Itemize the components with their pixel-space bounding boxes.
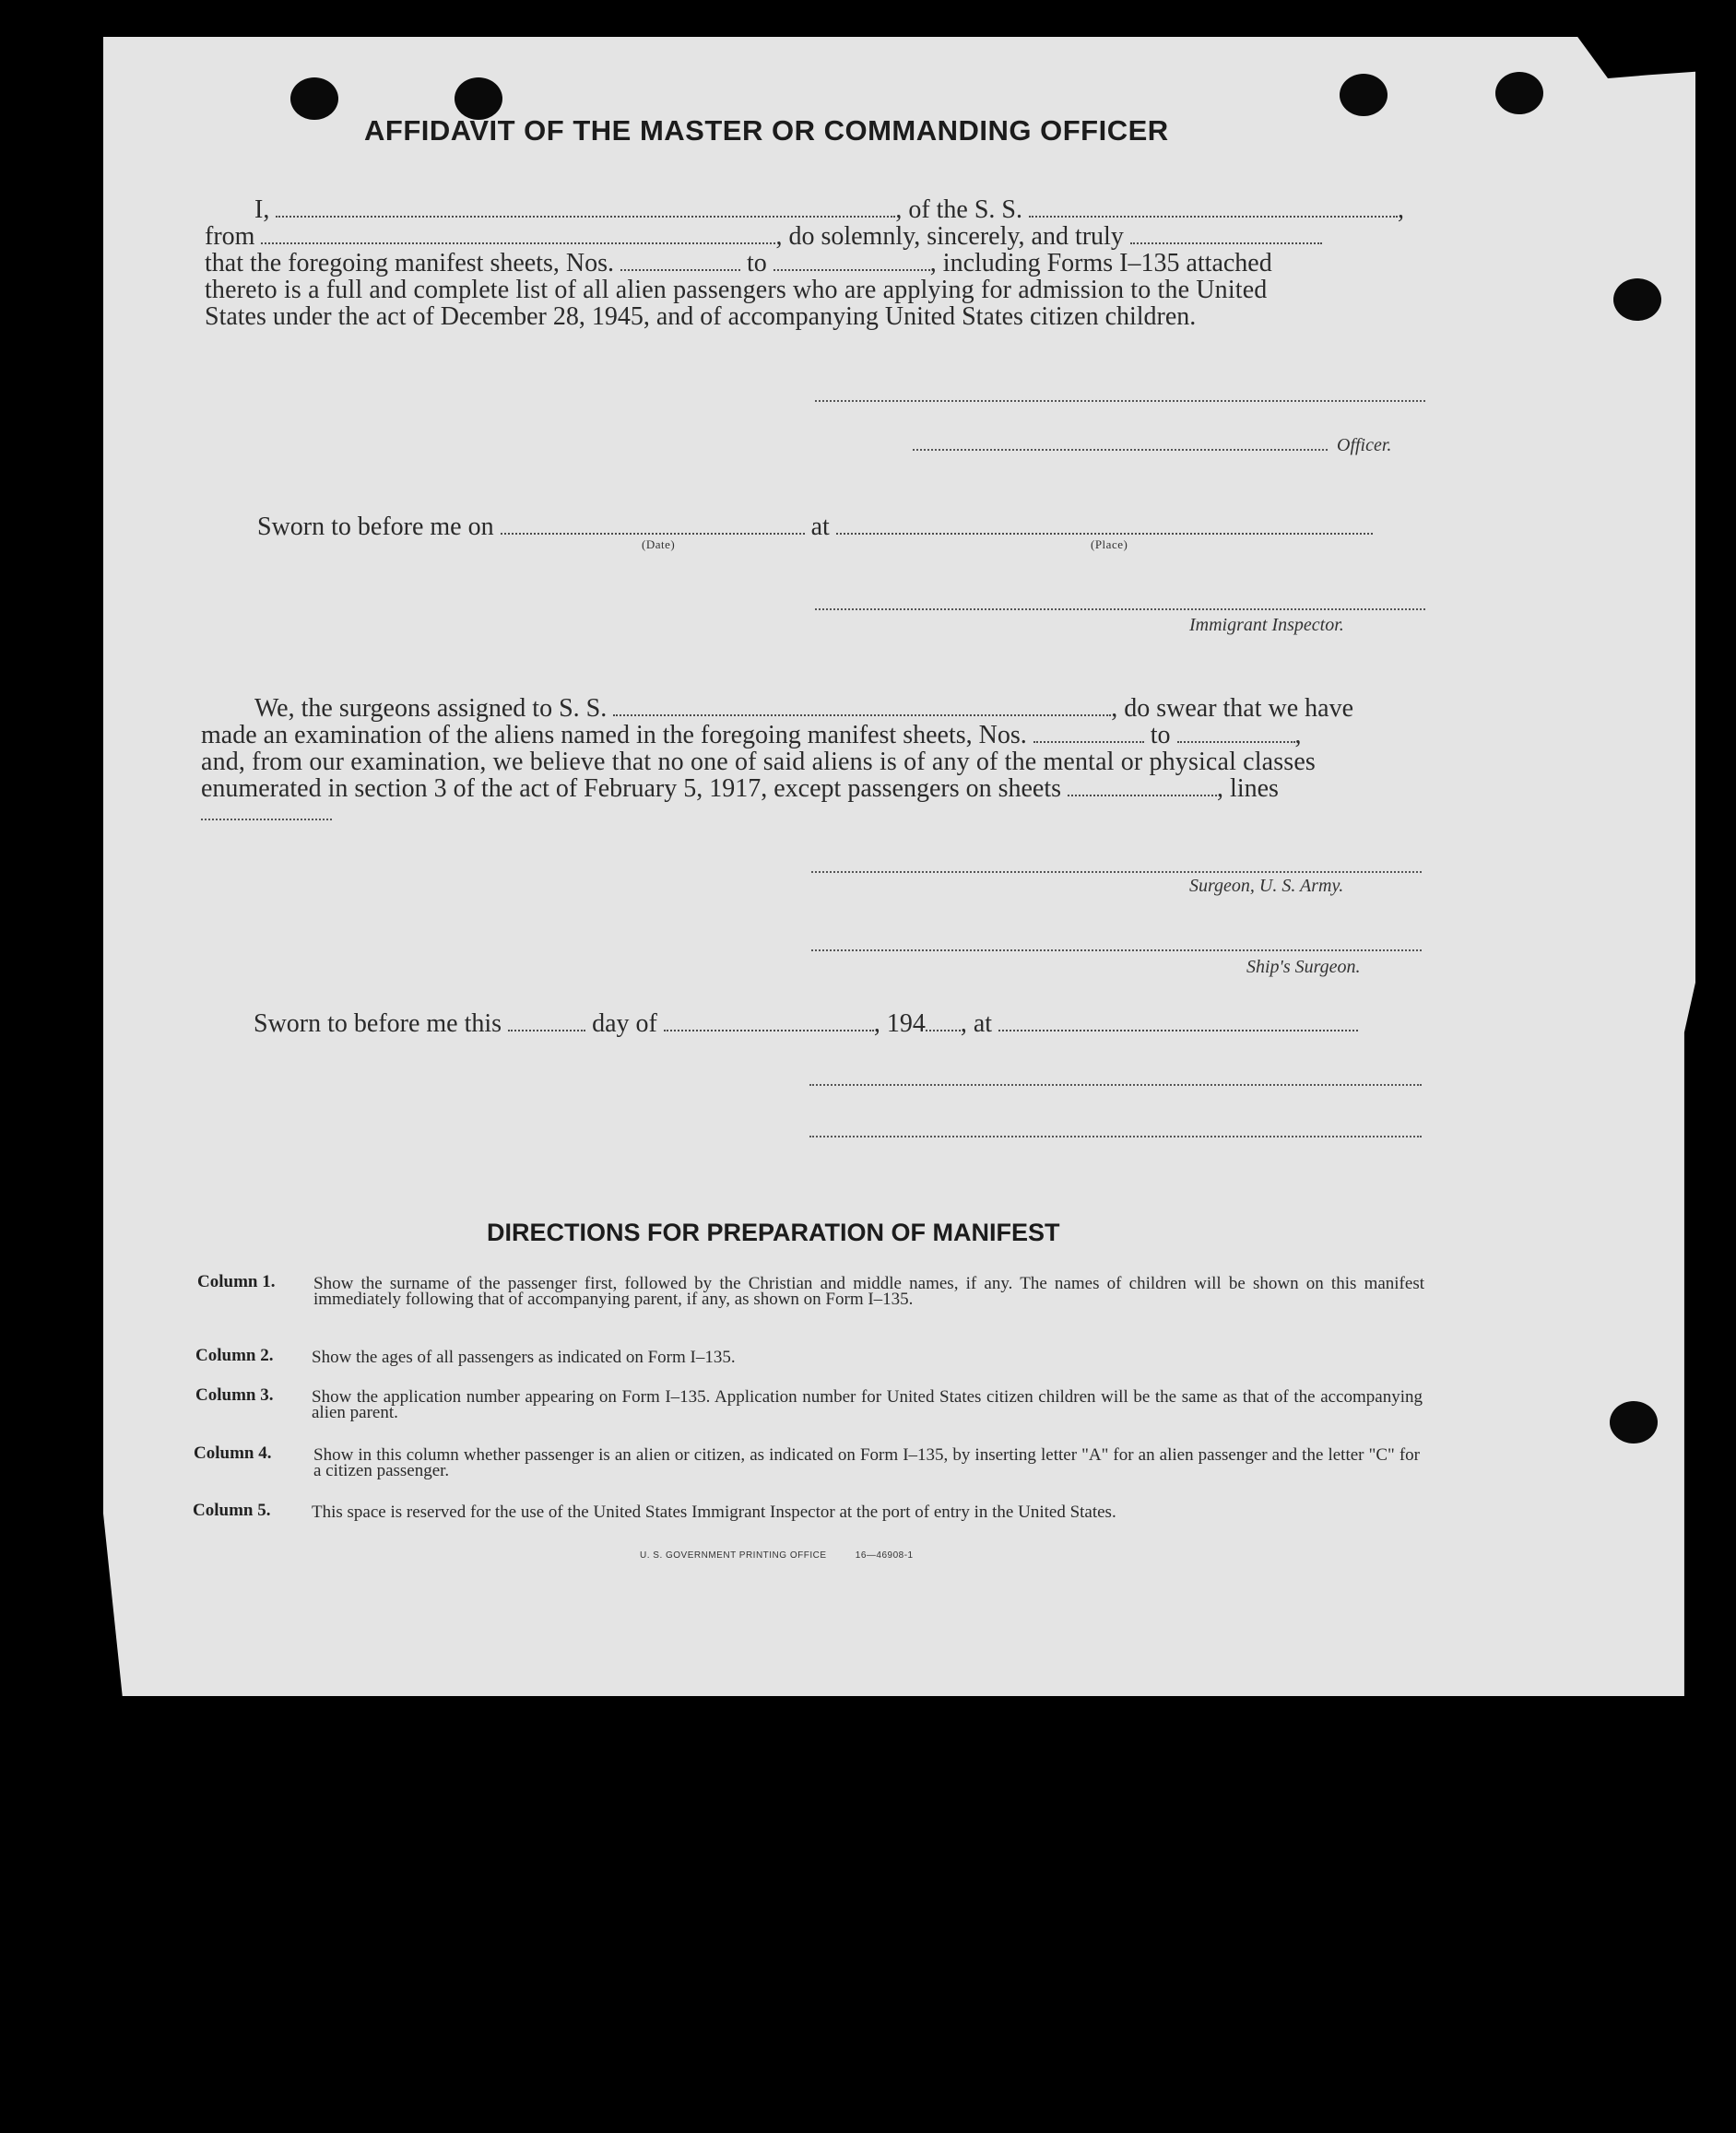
- text-surgeons-assigned: We, the surgeons assigned to S. S.: [254, 694, 608, 723]
- surgeons-line-1: [201, 693, 1354, 723]
- direction-label: Column 1.: [197, 1272, 276, 1291]
- text-made-examination: made an examination of the aliens named in the foregoing manifest sheets, Nos.: [201, 721, 1027, 749]
- printer-name: U. S. GOVERNMENT PRINTING OFFICE: [640, 1550, 827, 1561]
- affidavit-line-1: [205, 194, 1405, 224]
- affidavit-line-2: [205, 221, 1322, 251]
- inspector-signature-line-3[interactable]: [809, 1136, 1422, 1137]
- place-caption: (Place): [1091, 537, 1128, 551]
- surgeon-ship-field[interactable]: [613, 713, 1111, 716]
- surgeons-line-2: [201, 720, 1302, 749]
- affidavit-line-5: [205, 301, 1196, 303]
- text-comma: ,: [1398, 195, 1405, 224]
- text-from: from: [205, 222, 255, 251]
- exam-sheet-from-field[interactable]: [1033, 740, 1144, 743]
- sworn-place-field[interactable]: [836, 532, 1373, 535]
- exam-sheet-to-field[interactable]: [1177, 740, 1295, 743]
- printer-imprint: [640, 1550, 914, 1561]
- punch-hole: [290, 77, 338, 120]
- text-that-foregoing: that the foregoing manifest sheets, Nos.: [205, 249, 615, 277]
- officer-signature-line[interactable]: [913, 449, 1328, 451]
- form-code: 16—46908-1: [855, 1550, 914, 1561]
- text-enumerated: enumerated in section 3 of the act of February 5, 1917, except passengers on sheets: [201, 774, 1062, 803]
- direction-label: Column 5.: [193, 1501, 271, 1520]
- sworn-month-field[interactable]: [664, 1029, 874, 1031]
- text-i: I,: [254, 195, 270, 224]
- text-do-swear: , do swear that we have: [1111, 694, 1354, 723]
- direction-text: Show the application number appearing on Form I–135. Application number for United States citizen children will be the same as that of the accompanying alien parent.: [312, 1387, 1423, 1422]
- sworn-place-field-2[interactable]: [998, 1029, 1358, 1031]
- signature-line[interactable]: [815, 400, 1425, 402]
- inspector-signature-line[interactable]: [815, 608, 1425, 610]
- punch-hole: [1495, 72, 1543, 114]
- text-of-ss: , of the S. S.: [895, 195, 1023, 224]
- direction-text: Show in this column whether passenger is an alien or citizen, as indicated on Form I–135, by inserting letter "A" for an alien passenger and the letter "C" for a citizen passenger.: [313, 1445, 1420, 1480]
- text-year: , 194: [873, 1009, 926, 1038]
- directions-title: DIRECTIONS FOR PREPARATION OF MANIFEST: [487, 1219, 1060, 1246]
- affidavit-line-4: [205, 275, 1267, 277]
- sworn-date-field[interactable]: [501, 532, 805, 535]
- text-sworn-on: Sworn to before me on: [257, 513, 494, 541]
- direction-label: Column 3.: [195, 1385, 274, 1405]
- punch-hole: [1340, 74, 1388, 116]
- sworn-line-2: [254, 1008, 1358, 1038]
- sworn-day-field[interactable]: [508, 1029, 585, 1031]
- inspector-signature-line-2[interactable]: [809, 1084, 1422, 1086]
- ship-name-field[interactable]: [1029, 215, 1398, 218]
- master-name-field[interactable]: [276, 215, 895, 218]
- sworn-line-1: [257, 512, 1373, 541]
- text-to: to: [747, 249, 767, 277]
- affidavit-title: AFFIDAVIT OF THE MASTER OR COMMANDING OFFICER: [364, 114, 1169, 147]
- text-comma-2: ,: [1294, 721, 1302, 749]
- text-day-of: day of: [592, 1009, 657, 1038]
- direction-text: Show the surname of the passenger first, followed by the Christian and middle names, if any. The names of children will be shown on this manifest immediately following that of accompanying parent, if any, as shown on Form I–135.: [313, 1274, 1424, 1309]
- except-lines-field[interactable]: [201, 819, 332, 820]
- surgeons-line-4: [201, 773, 1279, 803]
- army-surgeon-signature-line[interactable]: [811, 871, 1422, 873]
- port-from-field[interactable]: [261, 242, 775, 244]
- except-sheets-field[interactable]: [1068, 794, 1217, 796]
- text-including: , including Forms I–135 attached: [929, 249, 1272, 277]
- punch-hole: [1613, 278, 1661, 321]
- direction-text: Show the ages of all passengers as indicated on Form I–135.: [312, 1348, 736, 1367]
- ships-surgeon-signature-line[interactable]: [811, 949, 1422, 951]
- sworn-year-field[interactable]: [926, 1029, 961, 1031]
- oath-field[interactable]: [1130, 242, 1322, 244]
- surgeons-line-3: [201, 747, 1316, 748]
- inspector-caption: Immigrant Inspector.: [1189, 615, 1344, 635]
- sheet-to-field[interactable]: [774, 268, 930, 271]
- officer-caption: Officer.: [1337, 435, 1392, 455]
- text-lines: , lines: [1217, 774, 1279, 803]
- text-sworn-this: Sworn to before me this: [254, 1009, 502, 1038]
- punch-hole: [1610, 1401, 1658, 1444]
- affidavit-line-3: [205, 248, 1272, 277]
- direction-label: Column 2.: [195, 1346, 274, 1365]
- date-caption: (Date): [642, 537, 676, 551]
- text-solemnly: , do solemnly, sincerely, and truly: [775, 222, 1124, 251]
- ships-surgeon-caption: Ship's Surgeon.: [1246, 957, 1361, 977]
- direction-label: Column 4.: [194, 1444, 272, 1463]
- text-at-2: , at: [960, 1009, 993, 1038]
- direction-text: This space is reserved for the use of the United States Immigrant Inspector at the port of entry in the United States.: [312, 1503, 1116, 1522]
- text-at: at: [810, 513, 830, 541]
- army-surgeon-caption: Surgeon, U. S. Army.: [1189, 876, 1344, 896]
- sheet-from-field[interactable]: [620, 268, 740, 271]
- text-to-2: to: [1150, 721, 1171, 749]
